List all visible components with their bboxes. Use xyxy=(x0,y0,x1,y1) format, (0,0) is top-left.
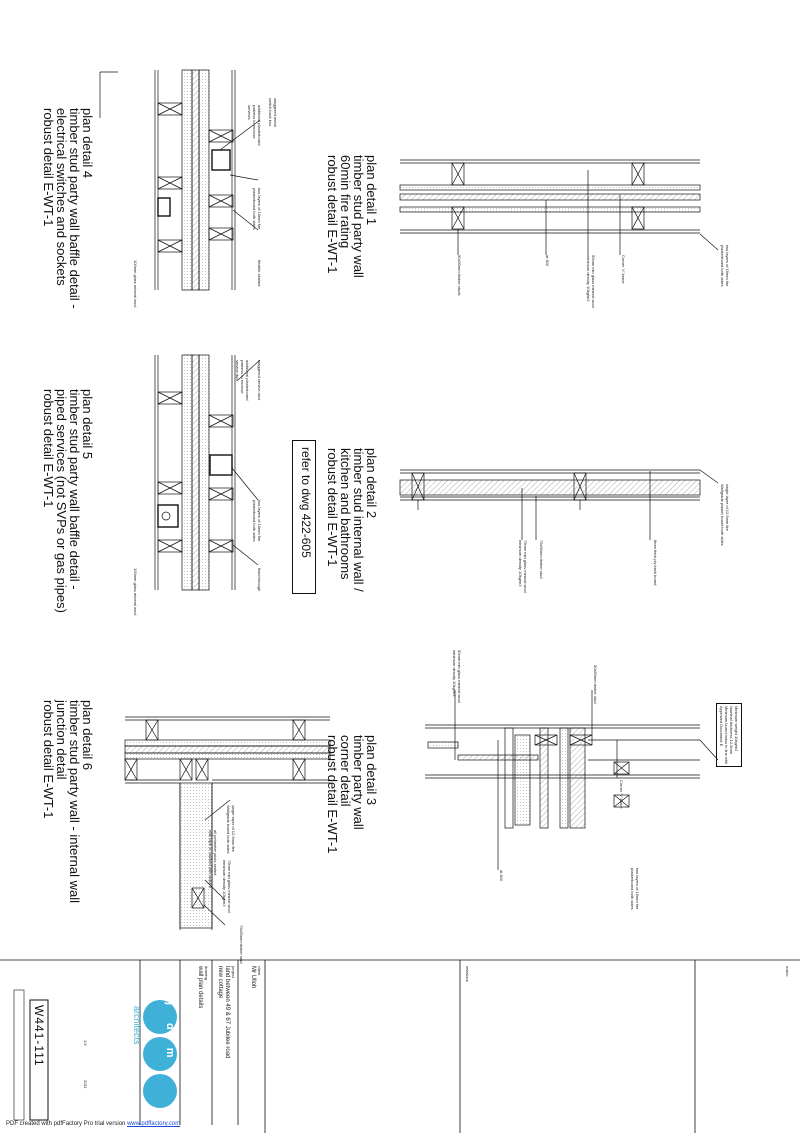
note-line: staggered metal xyxy=(273,98,278,127)
detail-1-note: 50x50mm timber studs xyxy=(457,255,462,296)
note-line: 50mm min glass mineral wool xyxy=(457,650,462,703)
note-line: minimum density 10kg/m3 xyxy=(518,540,523,587)
note-line: single layer of 12.5mm fire xyxy=(725,484,730,531)
detail-title-line: robust detail E-WT-1 xyxy=(325,448,340,567)
detail-title-line: timber stud internal wall / xyxy=(351,448,366,592)
detail-4-drawing xyxy=(100,70,260,290)
detail-1-title xyxy=(326,155,378,278)
detail-title-line: plan detail 5 xyxy=(80,389,95,460)
detail-title-line: robust detail E-WT-1 xyxy=(41,389,56,508)
revisions-heading: revisions xyxy=(465,966,470,982)
project-line: land between 49 & 67 Jubilee road xyxy=(224,966,230,1059)
note-line: two layers of 15mm fire xyxy=(257,500,262,542)
detail-2-note: 75x50mm timber stud xyxy=(539,540,544,579)
detail-2-note xyxy=(720,484,730,546)
note-line: minimum density 10kg/m3 xyxy=(452,650,457,697)
detail-1-note: at 600 xyxy=(545,255,550,267)
detail-6-title xyxy=(42,700,94,903)
note-line: Minimum weight 10kg/m2 xyxy=(734,706,739,752)
note-line: service duct xyxy=(235,360,240,382)
note-line: 75mm min glass mineral wool xyxy=(523,540,528,593)
detail-5-note xyxy=(252,500,262,542)
detail-6-note: 75x50mm timber stud xyxy=(239,925,244,964)
client-label: client xyxy=(257,966,262,976)
detail-2-note: 8mm thick ply back board xyxy=(653,540,658,586)
note-line: Approved Document E xyxy=(719,706,724,747)
note-line: all perimeter joints sealed xyxy=(213,830,218,876)
detail-5-note: fixed through xyxy=(257,568,262,592)
note-line: two layers of 15mm fire xyxy=(257,188,262,230)
detail-title-line: timber stud party wall baffle detail - xyxy=(67,389,82,590)
footer-link[interactable]: www.pdffactory.com xyxy=(127,1121,181,1127)
detail-title-line: robust detail E-WT-1 xyxy=(41,108,56,227)
detail-3-note xyxy=(452,650,462,703)
note-line: Minimum board mass in line with xyxy=(724,706,729,765)
detail-2-drawing xyxy=(400,470,718,540)
detail-4-title xyxy=(42,108,94,309)
detail-title-line: kitchen and bathrooms xyxy=(338,448,353,580)
detail-3-title xyxy=(326,735,378,854)
drawing-label: drawing xyxy=(204,966,209,981)
title-block-frame xyxy=(0,960,800,1133)
detail-5-title xyxy=(42,389,94,613)
footer-text: PDF created with pdfFactory Pro trial version xyxy=(6,1121,126,1127)
detail-title-line: plan detail 2 xyxy=(364,448,379,519)
detail-3-drawing xyxy=(425,690,718,870)
detail-3-note: at 600 xyxy=(499,870,504,882)
detail-6-note xyxy=(208,830,218,888)
note-line: plasterboard both sides xyxy=(630,868,635,910)
detail-title-line: timber party wall xyxy=(351,735,366,830)
scale-value: 1:5 xyxy=(83,1040,88,1046)
pdf-footer xyxy=(6,1121,180,1127)
detail-4-note: flexible sealant xyxy=(257,260,262,287)
detail-title-line: robust detail E-WT-1 xyxy=(325,155,340,274)
detail-5-note xyxy=(235,360,250,400)
note-line: services xyxy=(247,105,252,120)
detail-2-note xyxy=(518,540,528,593)
refer-text: refer to dwg 422-605 xyxy=(299,447,313,558)
detail-title-line: electrical switches and sockets xyxy=(54,108,69,286)
detail-title-line: junction detail xyxy=(54,700,69,780)
note-line: pattress to enclose xyxy=(240,360,245,394)
client-name: Mr Ulloh xyxy=(250,966,256,989)
spec-note-box xyxy=(716,703,742,767)
detail-4-note xyxy=(268,98,278,127)
detail-5-note: 100mm glass mineral wool xyxy=(133,568,138,616)
detail-title-line: timber stud party wall xyxy=(351,155,366,278)
drawing-number: W441-111 xyxy=(32,1005,46,1067)
detail-3-note: Corner 'V' brace xyxy=(619,780,624,809)
detail-title-line: 60min fire rating xyxy=(338,155,353,249)
detail-title-line: plan detail 3 xyxy=(364,735,379,806)
notes-heading: notes: xyxy=(785,966,790,977)
note-line: Wallgrade board both sides xyxy=(226,805,231,854)
note-line: plasterboard both sides xyxy=(252,500,257,542)
note-line: 75mm min glass mineral wool xyxy=(227,860,232,913)
detail-3-note xyxy=(630,868,640,910)
refer-box xyxy=(292,440,316,594)
detail-1-note xyxy=(586,255,596,308)
detail-title-line: piped services (not SVPs or gas pipes) xyxy=(54,389,69,613)
detail-title-line: timber stud party wall baffle detail - xyxy=(67,108,82,309)
detail-4-note: 100mm glass mineral wool xyxy=(133,260,138,308)
date-value: 2011 xyxy=(83,1080,88,1089)
drawing-title: wall plan details xyxy=(197,966,203,1009)
detail-1-note xyxy=(720,245,730,287)
project-label: project xyxy=(231,966,236,979)
firm-logo-text: jdm xyxy=(164,1002,176,1076)
note-line: minimum density 10kg/m3 xyxy=(586,255,591,302)
detail-5-note: staggered service duct xyxy=(257,360,262,401)
detail-title-line: plan detail 1 xyxy=(364,155,379,226)
detail-4-note xyxy=(252,188,262,230)
detail-3-note: 50x50mm timber stud xyxy=(593,665,598,704)
project-line: new cottage xyxy=(217,966,223,999)
detail-2-title xyxy=(326,448,378,592)
note-line: 50mm min glass mineral wool xyxy=(591,255,596,308)
note-line: Wallgrade plaster board both sides xyxy=(720,484,725,546)
project-lines xyxy=(216,966,230,1058)
note-line: with tape or caulked with sealant xyxy=(208,830,213,888)
note-line: plasterboard both sides xyxy=(720,245,725,287)
detail-title-line: corner detail xyxy=(338,735,353,807)
note-line: switch back box xyxy=(268,98,273,127)
note-line: single layer of 12.5mm fire xyxy=(231,805,236,852)
note-line: minimum density 10kg/m3 xyxy=(222,860,227,907)
note-line: plasterboard both sides xyxy=(252,188,257,230)
detail-6-note xyxy=(222,860,232,913)
note-line: additional plasterboard xyxy=(257,105,262,146)
detail-title-line: robust detail E-WT-1 xyxy=(325,735,340,854)
detail-1-drawing xyxy=(400,160,718,255)
detail-4-note xyxy=(247,105,262,145)
note-line: additional plasterboard xyxy=(245,360,250,401)
note-line: two layers of 15mm fire xyxy=(635,868,640,910)
detail-1-note: Corner 'V' brace xyxy=(621,255,626,284)
detail-title-line: plan detail 4 xyxy=(80,108,95,179)
note-line: pattress to enclose xyxy=(252,105,257,139)
note-line: two layers of 15mm fire xyxy=(725,245,730,287)
detail-title-line: plan detail 6 xyxy=(80,700,95,771)
detail-6-note xyxy=(226,805,236,854)
note-line: Nominal thickness 12.5mm xyxy=(729,706,734,755)
detail-title-line: timber stud party wall - internal wall xyxy=(67,700,82,904)
firm-subtitle: architects xyxy=(132,1006,142,1045)
detail-title-line: robust detail E-WT-1 xyxy=(41,700,56,819)
